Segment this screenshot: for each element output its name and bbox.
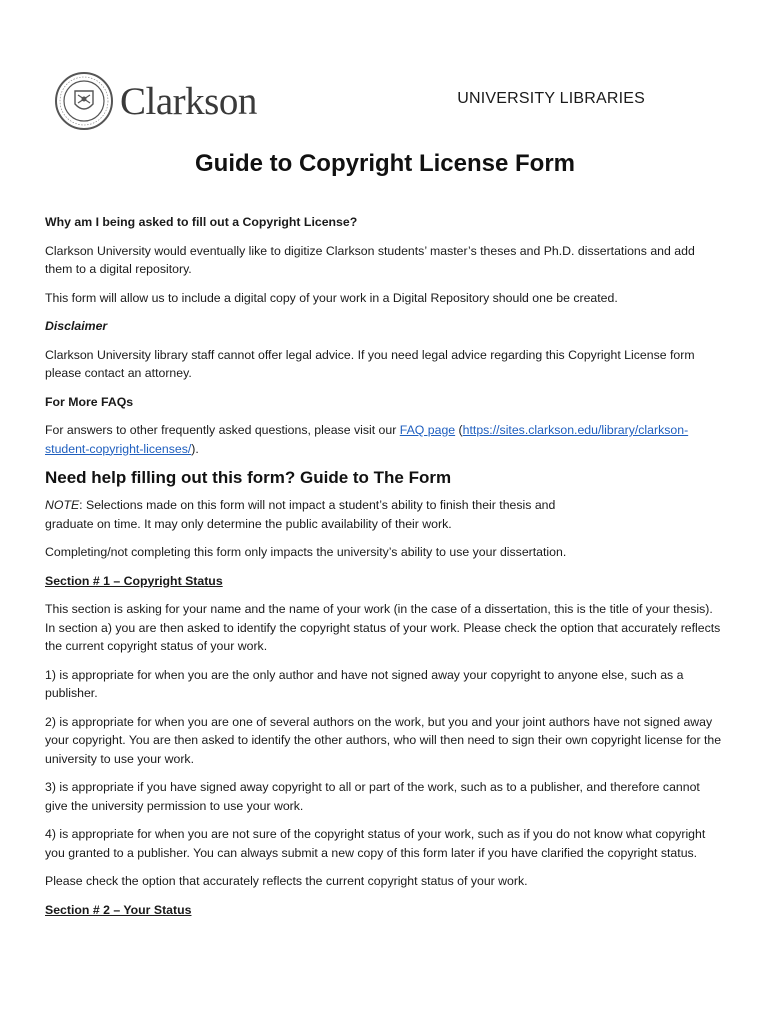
section-1-option-2: 2) is appropriate for when you are one of several authors on the work, but you and your joint authors have not signed away your copyright. You are then asked to identify the other authors, who will then need to sign their own copyright license for the university to use your work. bbox=[45, 714, 722, 766]
section-1-intro: This section is asking for your name and the name of your work (in the case of a dissertation, this is the title of your thesis). In section a) you are then asked to identify the copyright status of your work. Please check the option that accurately reflects the current copyright status of your work. bbox=[45, 602, 721, 653]
faq-answer-paragraph-1: Clarkson University would eventually like to digitize Clarkson students’ master’s theses and Ph.D. dissertations and add them to a digital repository. bbox=[45, 243, 695, 276]
faq-question: Why am I being asked to fill out a Copyright License? bbox=[45, 215, 358, 229]
clarkson-logo bbox=[54, 70, 257, 132]
clarkson-wordmark: Clarkson bbox=[120, 79, 257, 123]
university-seal-icon bbox=[54, 71, 114, 131]
section-1-option-4: 4) is appropriate for when you are not sure of the copyright status of your work, such as if you do not know what copyright you granted to a publisher. You can always submit a new copy of this form later if you have clarified the copyright status. bbox=[45, 827, 706, 860]
paren-open: ( bbox=[455, 423, 463, 437]
section-1-heading: Section # 1 – Copyright Status bbox=[45, 573, 223, 588]
paren-close: ). bbox=[191, 441, 199, 456]
section-1-option-3: 3) is appropriate if you have signed away copyright to all or part of the work, such as to a publisher, and therefore cannot give the university permission to use your work. bbox=[45, 780, 700, 813]
section-1-option-1: 1) is appropriate for when you are the only author and have not signed away your copyright to anyone else, such as a publisher. bbox=[45, 667, 684, 700]
unit-label: UNIVERSITY LIBRARIES bbox=[457, 90, 645, 107]
section-2-heading: Section # 2 – Your Status bbox=[45, 902, 192, 917]
faq-page-link[interactable]: FAQ page bbox=[399, 423, 456, 437]
document-body bbox=[45, 213, 725, 929]
faq-answer-paragraph-2: This form will allow us to include a digital copy of your work in a Digital Repository should one be created. bbox=[45, 290, 618, 305]
impact-paragraph: Completing/not completing this form only impacts the university’s ability to use your dissertation. bbox=[45, 545, 567, 559]
more-faqs-heading: For More FAQs bbox=[45, 394, 134, 409]
disclaimer-text: Clarkson University library staff cannot offer legal advice. If you need legal advice regarding this Copyright License form please contact an attorney. bbox=[45, 347, 695, 380]
disclaimer-heading: Disclaimer bbox=[45, 319, 108, 333]
note-label: NOTE bbox=[45, 498, 80, 512]
section-1-closing: Please check the option that accurately reflects the current copyright status of your work. bbox=[45, 874, 528, 888]
more-faqs-intro: For answers to other frequently asked questions, please visit our bbox=[45, 423, 400, 437]
note-text: : Selections made on this form will not impact a student’s ability to finish their thesis and graduate on time. It may only determine the public availability of their work. bbox=[45, 498, 556, 531]
guide-heading: Need help filling out this form? Guide to The Form bbox=[45, 468, 452, 487]
more-faqs-text bbox=[45, 421, 725, 458]
note-paragraph bbox=[45, 496, 585, 533]
page-title: Guide to Copyright License Form bbox=[194, 150, 576, 177]
faq-url-link[interactable]: https://sites.clarkson.edu/library/clarkson-student-copyright-licenses/ bbox=[45, 423, 689, 456]
